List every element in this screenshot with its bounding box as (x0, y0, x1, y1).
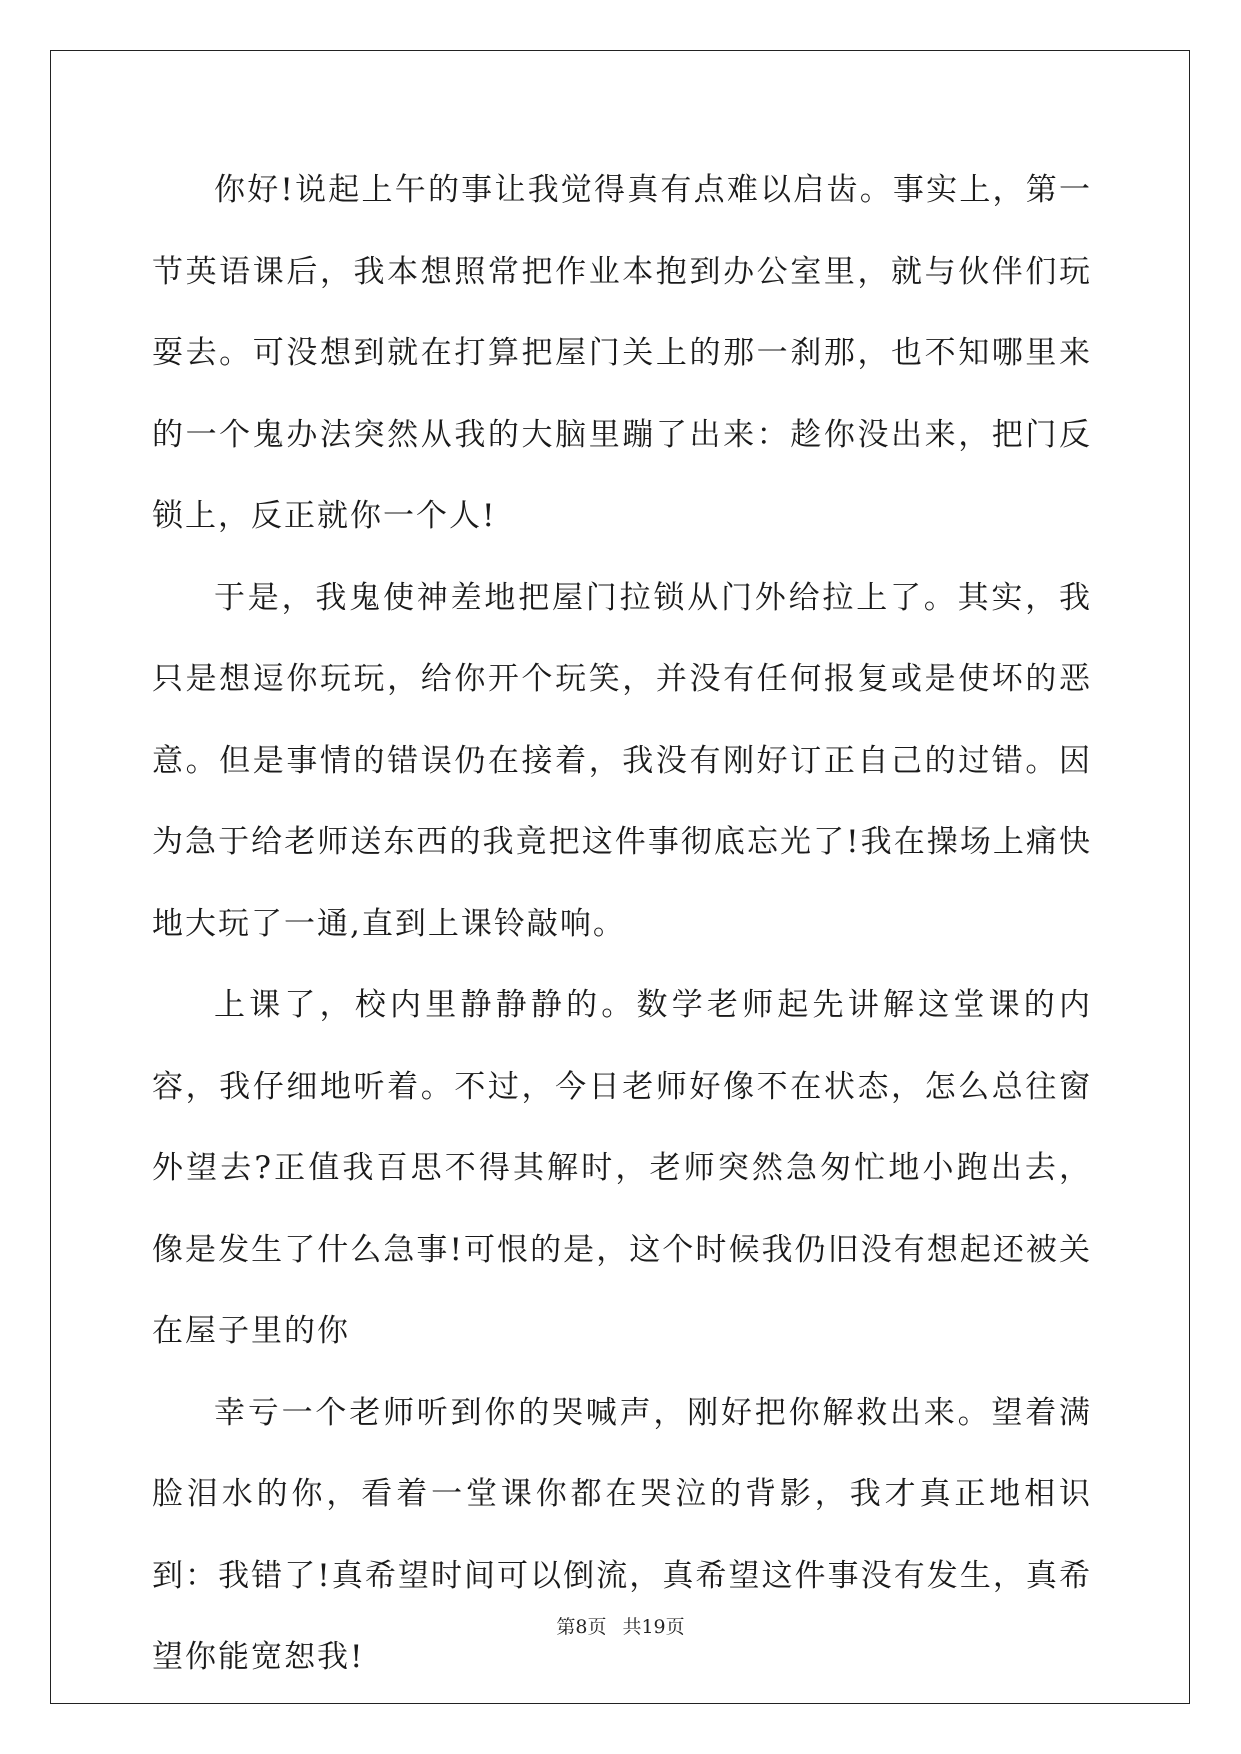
page-number: 第8页 (556, 1616, 607, 1638)
paragraph-1: 你好!说起上午的事让我觉得真有点难以启齿。事实上，第一节英语课后，我本想照常把作业本抱到办公室里，就与伙伴们玩耍去。可没想到就在打算把屋门关上的那一刹那，也不知哪里来的一个鬼办法突然从我的大脑里蹦了出来：趁你没出来，把门反锁上，反正就你一个人! (152, 172, 1092, 534)
document-body (152, 150, 1092, 1699)
paragraph-4: 幸亏一个老师听到你的哭喊声，刚好把你解救出来。望着满脸泪水的你，看着一堂课你都在哭泣的背影，我才真正地相识到：我错了!真希望时间可以倒流，真希望这件事没有发生，真希望你能宽恕我! (152, 1394, 1092, 1675)
page-total: 共19页 (622, 1616, 685, 1638)
paragraph-3: 上课了，校内里静静静的。数学老师起先讲解这堂课的内容，我仔细地听着。不过，今日老师好像不在状态，怎么总往窗外望去?正值我百思不得其解时，老师突然急匆忙地小跑出去，像是发生了什么急事!可恨的是，这个时候我仍旧没有想起还被关在屋子里的你 (152, 987, 1092, 1349)
page-footer (0, 1612, 1241, 1639)
paragraph-2: 于是，我鬼使神差地把屋门拉锁从门外给拉上了。其实，我只是想逗你玩玩，给你开个玩笑，并没有任何报复或是使坏的恶意。但是事情的错误仍在接着，我没有刚好订正自己的过错。因为急于给老师送东西的我竟把这件事彻底忘光了!我在操场上痛快地大玩了一通,直到上课铃敲响。 (152, 579, 1092, 942)
